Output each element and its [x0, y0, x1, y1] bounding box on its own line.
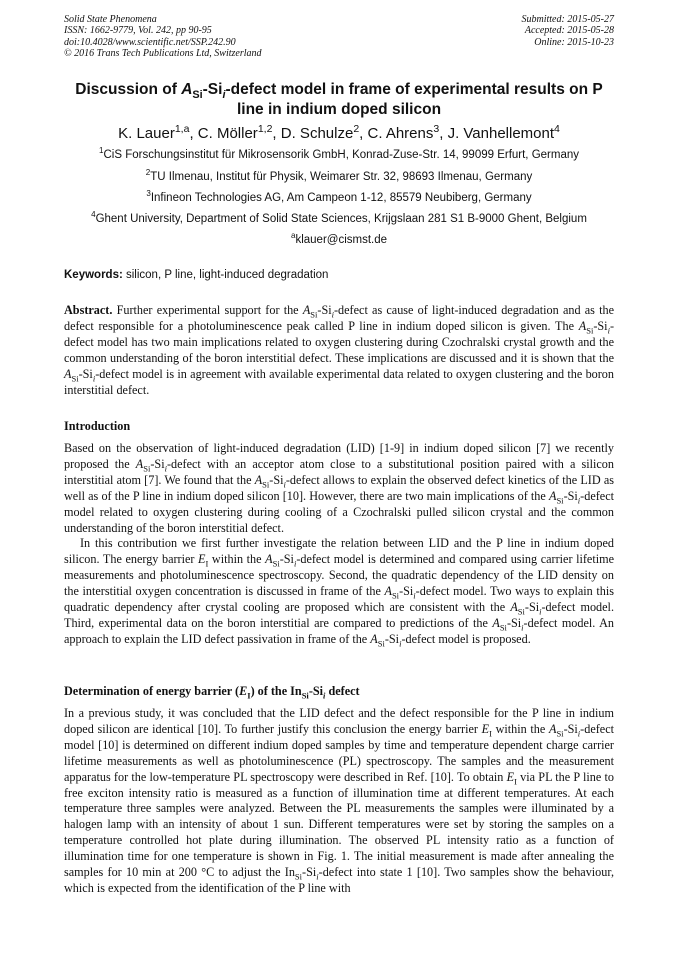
- issn-line: ISSN: 1662-9779, Vol. 242, pp 90-95: [64, 25, 212, 37]
- intro-paragraph-2: In this contribution we first further investigate the relation between LID and the P line in indium doped silicon. The energy barrier $E_I$ within the $A_{Si}-Si_i$-defect model is determined and compared using carrier lifetime measurements and photoluminescence spectroscopy. Second, the quadratic dependency of the LID density on the interstitial oxygen concentration is discussed in frame of the $A_{Si}-Si_i$-defect model. Two ways to explain this quadratic dependency after crystal cooling are proposed which are consistent with the $A_{Si}-Si_i$-defect model. Third, experimental data on the boron interstitial are compared to predictions of the $A_{Si}-Si_i$-defect model. An approach to explain the LID defect passivation in frame of the $A_{Si}-Si_i$-defect model is proposed.: [64, 536, 614, 649]
- keywords: Keywords: silicon, P line, light-induced degradation: [64, 269, 329, 281]
- paper-title: Discussion of $A_{Si}-Si_i$-defect model in frame of experimental results on P line in indium doped silicon: [75, 81, 603, 118]
- affiliation-2: $^2$TU Ilmenau, Institut für Physik, Weimarer Str. 32, 98693 Ilmenau, Germany: [145, 168, 533, 183]
- accepted-date: Accepted: 2015-05-28: [524, 25, 614, 37]
- copyright-line: © 2016 Trans Tech Publications Ltd, Switzerland: [64, 48, 262, 60]
- affiliation-1: $^1$CiS Forschungsinstitut für Mikrosensorik GmbH, Konrad-Zuse-Str. 14, 99099 Erfurt, Germany: [99, 146, 579, 161]
- author-2: C. Möller$^{1,2}$,: [197, 123, 281, 142]
- abstract: Abstract. Further experimental support for the $A_{Si}-Si_i$-defect as cause of light-induced degradation and as the defect responsible for a photoluminescence peak called P line in indium doped silicon is given. The $A_{Si}-Si_i$-defect model has two main implications related to oxygen clustering during Czochralski crystal growth and the common understanding of the boron interstitial defect. These implications are discussed and it is shown that the $A_{Si}-Si_i$-defect model is in agreement with available experimental data related to oxygen clustering and the boron interstitial defect.: [64, 303, 614, 397]
- section-body: [64, 706, 614, 897]
- author-1: K. Lauer$^{1,a}$,: [118, 123, 198, 142]
- section-heading: Determination of energy barrier $(E_I)$ of the $In_{Si}-Si_i$ defect: [64, 684, 360, 701]
- online-date: Online: 2015-10-23: [534, 36, 614, 48]
- corresponding-email[interactable]: $^a$klauer@cismst.de: [290, 231, 388, 246]
- affiliation-3: $^3$Infineon Technologies AG, Am Campeon 1-12, 85579 Neubiberg, Germany: [146, 189, 532, 204]
- abstract-text: Further experimental support for the $A_{Si}-Si_i$-defect as cause of light-induced degradation and as the defect responsible for a photoluminescence peak called P line in indium doped silicon is given. The $A_{Si}-Si_i$-defect model has two main implications related to oxygen clustering during Czochralski crystal growth and the common understanding of the boron interstitial defect. These implications are discussed and it is shown that the $A_{Si}-Si_i$-defect model is in agreement with available experimental data related to oxygen clustering and the boron interstitial defect.: [64, 303, 614, 397]
- section-paragraph-1: In a previous study, it was concluded that the LID defect and the defect responsible for the P line in indium doped silicon are identical [10]. To further justify this conclusion the energy barrier $E_I$ within the $A_{Si}-Si_i$-defect model [10] is determined on different indium doped samples by time and temperature dependent charge carrier lifetime measurements as well as photoluminescence (PL) spectroscopy. The samples and the measurement apparatus for the low-temperature PL spectroscopy were described in Ref. [10]. To obtain $E_I$ via PL the P line to free exciton intensity ratio is measured as a function of illumination time at different temperatures. At each temperature three samples were analyzed. Between the PL measurements the samples were illuminated by a halogen lamp with an intensity of about 1 sun. Different temperatures were set by storing the samples on a temperature controlled hot plate during illumination. The observed PL intensity ratio as a function of illumination time for one temperature is shown in Fig. 1. The initial measurement is made after annealing the samples for 10 min at 200 °C to adjust the $In_{Si}-Si_i$-defect into state 1 [10]. Two samples show the behaviour, which is expected from the identification of the P line with: [64, 706, 614, 895]
- author-4: C. Ahrens$^3$,: [367, 123, 448, 142]
- submission-dates: [522, 14, 615, 48]
- intro-paragraph-1: Based on the observation of light-induced degradation (LID) [1-9] in indium doped silicon [7] we recently proposed the $A_{Si}-Si_i$-defect with an acceptor atom close to a substitutional position paired with a silicon interstitial atom [7]. We found that the $A_{Si}-Si_i$-defect allows to explain the observed defect kinetics of the LID as well as of the P line in indium doped silicon [10]. However, there are two main implications of the $A_{Si}-Si_i$-defect model related to oxygen clustering during cooling of a Czochralski pulled silicon crystal and the common understanding of the boron interstitial defect.: [64, 441, 615, 535]
- doi-line[interactable]: doi:10.4028/www.scientific.net/SSP.242.90: [64, 36, 236, 48]
- author-list: [40, 124, 638, 144]
- affiliation-4: $^4$Ghent University, Department of Solid State Sciences, Krijgslaan 281 S1 B-9000 Ghent, Belgium: [91, 210, 587, 225]
- journal-name: Solid State Phenomena: [64, 14, 157, 25]
- submitted-date: Submitted: 2015-05-27: [521, 14, 614, 25]
- author-3: D. Schulze$^2$,: [280, 123, 368, 142]
- journal-info: [64, 14, 262, 60]
- author-5: J. Vanhellemont$^4$: [447, 123, 560, 142]
- introduction-heading: Introduction: [64, 419, 131, 433]
- introduction-body: [64, 441, 614, 648]
